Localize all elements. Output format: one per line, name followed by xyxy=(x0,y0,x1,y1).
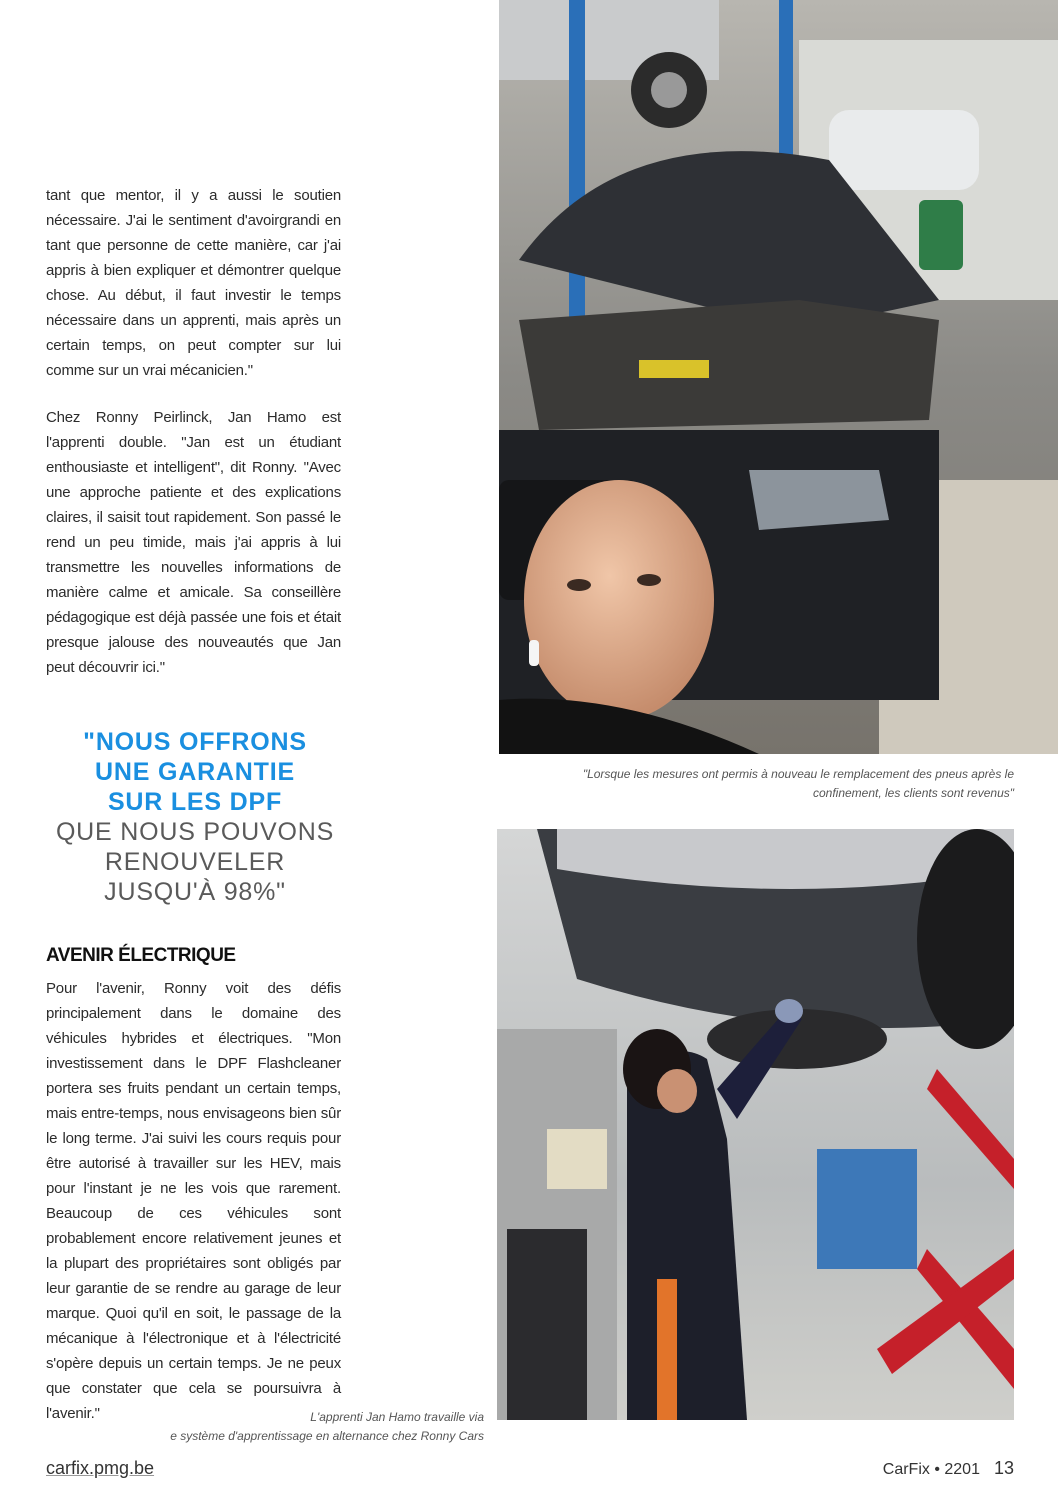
photo-mechanic-selfie-illustration xyxy=(499,0,1058,754)
photo-caption-line: "Lorsque les mesures ont permis à nouveau le remplacement des pneus après le xyxy=(582,767,1014,781)
issue-label: CarFix • 2201 xyxy=(882,1461,980,1478)
section-heading: AVENIR ÉLECTRIQUE xyxy=(46,945,236,966)
photo-mechanic-selfie xyxy=(499,0,1058,754)
pull-quote-line: "NOUS OFFRONS xyxy=(83,728,307,756)
article-paragraph: Pour l'avenir, Ronny voit des défis principalement dans le domaine des véhicules hybrides et électriques. "Mon investissement dans le DPF Flashcleaner portera ses fruits pendant un certain temps, mais entre-temps, nous envisageons bien sûr le long terme. J'ai suivi les cours requis pour être autorisé à travailler sur les HEV, mais pour l'instant je ne les vois que rarement. Beaucoup de ces véhicules sont probablement encore relativement jeunes et la plupart des propriétaires sont obligés par leur garantie de se rendre au garage de leur marque. Quoi qu'il en soit, le passage de la mécanique à l'électronique et à l'électricité s'opère depuis un certain temps. Je ne peux que constater que cela se poursuivra à l'avenir." xyxy=(46,980,341,1422)
footer-issue-info xyxy=(883,1458,1014,1479)
page-number: 13 xyxy=(993,1458,1014,1478)
pull-quote-line: UNE GARANTIE xyxy=(95,758,295,786)
pull-quote-line: SUR LES DPF xyxy=(107,788,283,816)
pull-quote-line: QUE NOUS POUVONS xyxy=(55,818,335,846)
pull-quote xyxy=(40,727,350,907)
photo-caption-line: L'apprenti Jan Hamo travaille via xyxy=(310,1410,484,1424)
footer-website-link[interactable]: carfix.pmg.be xyxy=(46,1458,155,1478)
pull-quote-line: JUSQU'À 98%" xyxy=(104,878,286,906)
pull-quote-line: RENOUVELER xyxy=(104,848,286,876)
photo-apprentice-illustration xyxy=(497,829,1014,1420)
photo-apprentice-under-car xyxy=(497,829,1014,1420)
photo-caption-line: e système d'apprentissage en alternance chez Ronny Cars xyxy=(170,1429,484,1443)
article-paragraph: tant que mentor, il y a aussi le soutien nécessaire. J'ai le sentiment d'avoirgrandi en tant que personne de cette manière, car j'ai appris à bien expliquer et démontrer quelque chose. Au début, il faut investir le temps nécessaire dans un apprenti, mais après un certain temps, on peut compter sur lui comme sur un vrai mécanicien." xyxy=(46,187,341,379)
article-paragraph: Chez Ronny Peirlinck, Jan Hamo est l'apprenti double. "Jan est un étudiant enthousiaste et intelligent", dit Ronny. "Avec une approche patiente et des explications claires, il saisit tout rapidement. Son passé le rend un peu timide, mais j'ai appris à lui transmettre les nouvelles informations de manière calme et amicale. Sa conseillère pédagogique est déjà passée une fois et était presque jalouse des nouveautés que Jan peut découvrir ici." xyxy=(46,409,341,676)
photo-caption xyxy=(520,765,1014,803)
photo-caption xyxy=(120,1408,484,1446)
photo-caption-line: confinement, les clients sont revenus" xyxy=(812,786,1014,800)
